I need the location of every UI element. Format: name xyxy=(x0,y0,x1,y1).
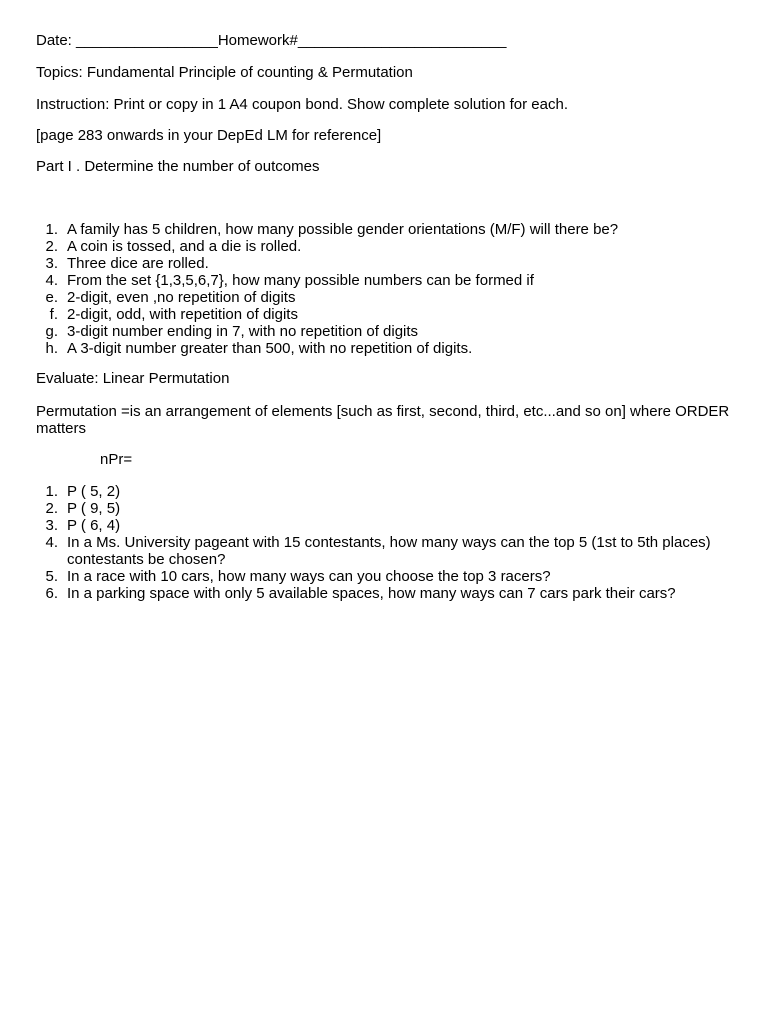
list-item xyxy=(0,585,747,602)
list-item-text: A 3-digit number greater than 500, with no repetition of digits. xyxy=(67,340,473,357)
list-marker: 2. xyxy=(45,500,58,517)
permutation-definition: Permutation =is an arrangement of elements [such as first, second, third, etc...and so on] where ORDER matters xyxy=(36,403,730,437)
list-item-text: P ( 5, 2) xyxy=(67,483,121,500)
list-item xyxy=(0,483,747,500)
list-item xyxy=(0,272,747,289)
list-item xyxy=(0,534,747,568)
list-item-text: A coin is tossed, and a die is rolled. xyxy=(67,238,302,255)
list-item-text: 2-digit, odd, with repetition of digits xyxy=(67,306,298,323)
part2-list xyxy=(0,483,747,602)
list-item-text: In a race with 10 cars, how many ways can you choose the top 3 racers? xyxy=(67,568,551,585)
part1-list xyxy=(0,221,747,357)
list-item xyxy=(0,289,747,306)
list-item xyxy=(0,238,747,255)
list-item xyxy=(0,500,747,517)
list-marker: 3. xyxy=(45,255,58,272)
list-item-text: A family has 5 children, how many possible gender orientations (M/F) will there be? xyxy=(67,221,619,238)
list-item xyxy=(0,517,747,534)
part1-heading: Part I . Determine the number of outcomes xyxy=(36,158,320,175)
list-item-text: In a Ms. University pageant with 15 contestants, how many ways can the top 5 (1st to 5th places) contestants be chosen? xyxy=(67,534,711,568)
reference-line: [page 283 onwards in your DepEd LM for reference] xyxy=(36,127,382,144)
date-homework-line: Date: _________________Homework#_________________________ xyxy=(36,32,507,49)
permutation-formula: nPr= xyxy=(100,451,133,468)
instruction-line: Instruction: Print or copy in 1 A4 coupon bond. Show complete solution for each. xyxy=(36,96,568,113)
list-item-text: 3-digit number ending in 7, with no repetition of digits xyxy=(67,323,419,340)
list-item xyxy=(0,221,747,238)
list-item xyxy=(0,568,747,585)
list-marker: 2. xyxy=(45,238,58,255)
list-item xyxy=(0,255,747,272)
list-item xyxy=(0,340,747,357)
list-item-text: P ( 6, 4) xyxy=(67,517,121,534)
list-item-text: From the set {1,3,5,6,7}, how many possible numbers can be formed if xyxy=(67,272,534,289)
list-marker: e. xyxy=(45,289,58,306)
list-item-text: In a parking space with only 5 available spaces, how many ways can 7 cars park their cars? xyxy=(67,585,676,602)
list-marker: f. xyxy=(49,306,58,323)
list-marker: 3. xyxy=(45,517,58,534)
list-item xyxy=(0,323,747,340)
list-marker: 5. xyxy=(45,568,58,585)
list-marker: g. xyxy=(45,323,58,340)
list-marker: 1. xyxy=(45,221,58,238)
list-item xyxy=(0,306,747,323)
list-marker: 4. xyxy=(45,534,58,551)
list-marker: 4. xyxy=(45,272,58,289)
part2-heading: Evaluate: Linear Permutation xyxy=(36,370,230,387)
list-item-text: 2-digit, even ,no repetition of digits xyxy=(67,289,296,306)
list-marker: h. xyxy=(45,340,58,357)
list-marker: 1. xyxy=(45,483,58,500)
list-item-text: Three dice are rolled. xyxy=(67,255,209,272)
list-marker: 6. xyxy=(45,585,58,602)
list-item-text: P ( 9, 5) xyxy=(67,500,121,517)
topics-line: Topics: Fundamental Principle of counting & Permutation xyxy=(36,64,413,81)
